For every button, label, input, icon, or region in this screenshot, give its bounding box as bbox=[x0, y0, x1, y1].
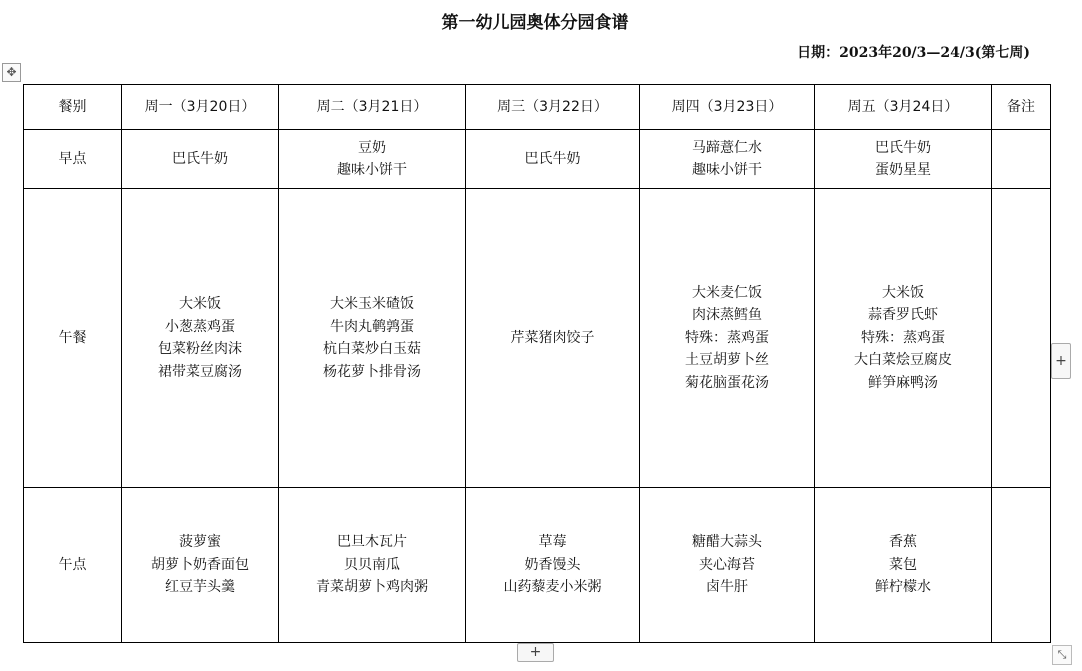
menu-cell[interactable] bbox=[815, 130, 992, 189]
table-row bbox=[24, 130, 1051, 189]
table-row bbox=[24, 189, 1051, 488]
menu-item: 菜包 bbox=[889, 556, 917, 573]
add-column-button[interactable]: + bbox=[1051, 343, 1071, 379]
menu-item: 芹菜猪肉饺子 bbox=[510, 329, 595, 346]
header-meal-type[interactable]: 餐别 bbox=[24, 85, 122, 130]
menu-cell[interactable] bbox=[466, 488, 640, 643]
menu-item: 草莓 bbox=[538, 534, 567, 551]
menu-cell[interactable] bbox=[279, 130, 466, 189]
header-thursday[interactable]: 周四（3月23日） bbox=[640, 85, 815, 130]
page-title: 第一幼儿园奥体分园食谱 bbox=[441, 13, 629, 33]
menu-item: 巴氏牛奶 bbox=[172, 150, 228, 167]
menu-item: 土豆胡萝卜丝 bbox=[685, 352, 769, 369]
menu-item: 大米麦仁饭 bbox=[692, 284, 762, 301]
menu-item: 卤牛肝 bbox=[706, 579, 748, 596]
menu-item: 奶香馒头 bbox=[524, 556, 581, 573]
header-row bbox=[24, 85, 1051, 130]
menu-item: 鲜笋麻鸭汤 bbox=[868, 374, 938, 391]
notes-cell[interactable] bbox=[992, 488, 1051, 643]
menu-item: 包菜粉丝肉沫 bbox=[158, 341, 242, 357]
menu-item: 牛肉丸鹌鹑蛋 bbox=[330, 318, 414, 335]
meal-type-cell[interactable]: 午点 bbox=[24, 488, 122, 643]
menu-item: 香蕉 bbox=[889, 534, 917, 551]
menu-item: 菊花脑蛋花汤 bbox=[685, 374, 769, 391]
menu-item: 鲜柠檬水 bbox=[875, 579, 931, 596]
menu-cell[interactable] bbox=[122, 488, 279, 643]
header-notes[interactable]: 备注 bbox=[992, 85, 1051, 130]
menu-cell[interactable] bbox=[640, 189, 815, 488]
menu-item: 蛋奶星星 bbox=[875, 162, 931, 178]
menu-cell[interactable] bbox=[815, 189, 992, 488]
menu-item: 肉沫蒸鳕鱼 bbox=[692, 307, 762, 324]
menu-item: 菠萝蜜 bbox=[179, 534, 221, 551]
menu-item: 特殊：蒸鸡蛋 bbox=[861, 329, 945, 346]
menu-item: 小葱蒸鸡蛋 bbox=[165, 318, 235, 335]
menu-item: 山药藜麦小米粥 bbox=[503, 579, 602, 596]
menu-item: 大米玉米碴饭 bbox=[330, 296, 414, 312]
menu-item: 贝贝南瓜 bbox=[344, 556, 400, 573]
menu-cell[interactable] bbox=[122, 130, 279, 189]
menu-item: 巴旦木瓦片 bbox=[337, 534, 407, 551]
menu-item: 裙带菜豆腐汤 bbox=[158, 363, 242, 380]
menu-cell[interactable] bbox=[279, 189, 466, 488]
menu-item: 特殊：蒸鸡蛋 bbox=[685, 329, 769, 346]
header-monday[interactable]: 周一（3月20日） bbox=[122, 85, 279, 130]
menu-item: 杭白菜炒白玉菇 bbox=[323, 341, 421, 357]
menu-cell[interactable] bbox=[640, 130, 815, 189]
header-wednesday[interactable]: 周三（3月22日） bbox=[466, 85, 640, 130]
notes-cell[interactable] bbox=[992, 130, 1051, 189]
menu-cell[interactable] bbox=[815, 488, 992, 643]
menu-item: 红豆芋头羹 bbox=[165, 579, 235, 596]
meal-type-cell[interactable]: 午餐 bbox=[24, 189, 122, 488]
menu-item: 胡萝卜奶香面包 bbox=[151, 556, 249, 573]
table-move-handle-icon[interactable]: ✥ bbox=[2, 63, 21, 82]
menu-table bbox=[23, 84, 1051, 643]
menu-cell[interactable] bbox=[122, 189, 279, 488]
date-range: 日期：2023年20/3—24/3(第七周) bbox=[797, 45, 1030, 61]
header-tuesday[interactable]: 周二（3月21日） bbox=[279, 85, 466, 130]
menu-cell[interactable] bbox=[279, 488, 466, 643]
menu-cell[interactable] bbox=[466, 130, 640, 189]
menu-item: 巴氏牛奶 bbox=[875, 139, 931, 156]
notes-cell[interactable] bbox=[992, 189, 1051, 488]
menu-item: 巴氏牛奶 bbox=[524, 150, 581, 167]
add-row-button[interactable]: + bbox=[517, 643, 554, 662]
table-resize-handle-icon[interactable]: ⤡ bbox=[1052, 645, 1072, 665]
menu-item: 糖醋大蒜头 bbox=[692, 534, 762, 551]
menu-item: 蒜香罗氏虾 bbox=[868, 307, 938, 324]
menu-item: 趣味小饼干 bbox=[337, 162, 407, 178]
menu-item: 大米饭 bbox=[882, 284, 924, 301]
menu-cell[interactable] bbox=[466, 189, 640, 488]
menu-cell[interactable] bbox=[640, 488, 815, 643]
menu-item: 夹心海苔 bbox=[699, 556, 755, 573]
table-row bbox=[24, 488, 1051, 643]
header-friday[interactable]: 周五（3月24日） bbox=[815, 85, 992, 130]
menu-item: 豆奶 bbox=[358, 139, 386, 156]
menu-item: 趣味小饼干 bbox=[692, 162, 762, 178]
meal-type-cell[interactable]: 早点 bbox=[24, 130, 122, 189]
menu-item: 大米饭 bbox=[179, 296, 221, 312]
menu-item: 大白菜烩豆腐皮 bbox=[854, 352, 952, 369]
menu-item: 青菜胡萝卜鸡肉粥 bbox=[316, 579, 428, 596]
menu-item: 马蹄薏仁水 bbox=[692, 139, 762, 156]
menu-item: 杨花萝卜排骨汤 bbox=[323, 363, 421, 380]
